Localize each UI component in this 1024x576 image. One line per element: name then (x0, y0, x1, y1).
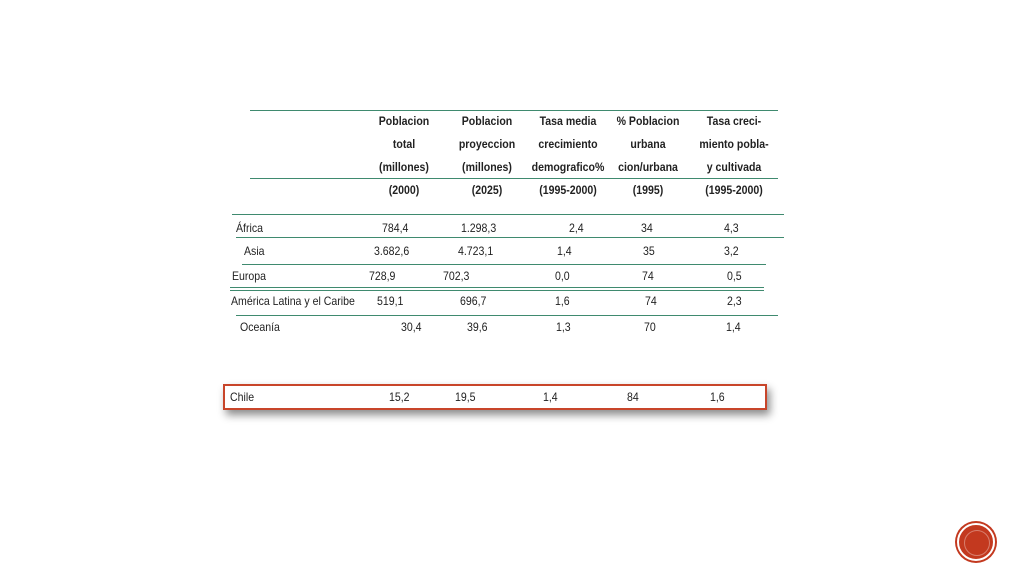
row-label-chile: Chile (230, 390, 255, 404)
table-cell: 1,3 (556, 320, 571, 334)
table-cell: 34 (641, 221, 653, 235)
col-header-line: (1995) (632, 183, 664, 197)
col-header-line: (millones) (379, 160, 429, 174)
table-cell: 74 (642, 269, 654, 283)
table-cell: 696,7 (460, 294, 487, 308)
col-header-line: crecimiento (538, 137, 598, 151)
table-cell: 2,4 (569, 221, 584, 235)
row-rule (236, 315, 778, 316)
header-bottom-rule (232, 214, 784, 215)
row-label-europa: Europa (232, 269, 267, 283)
table-cell: 519,1 (377, 294, 404, 308)
col-header-line: miento pobla- (699, 137, 769, 151)
table-cell: 15,2 (389, 390, 410, 404)
table-cell: 30,4 (401, 320, 422, 334)
table-cell: 4,3 (724, 221, 739, 235)
next-slide-button[interactable] (957, 523, 995, 561)
table-cell: 0,0 (555, 269, 570, 283)
table-cell: 1,4 (557, 244, 572, 258)
table-cell: 2,3 (727, 294, 742, 308)
col-header-poblacion-urbana (609, 110, 686, 202)
table-cell: 70 (644, 320, 656, 334)
table-cell: 1,4 (726, 320, 741, 334)
row-label-america-latina: América Latina y el Caribe (231, 294, 355, 308)
table-cell: 0,5 (727, 269, 742, 283)
row-rule (236, 237, 784, 238)
table-cell: 728,9 (369, 269, 396, 283)
row-label-asia: Asia (244, 244, 265, 258)
row-rule (242, 264, 766, 265)
col-header-poblacion-total (367, 110, 441, 202)
col-header-line: total (392, 137, 416, 151)
col-header-tasa-media (528, 110, 609, 202)
col-header-line: % Poblacion (616, 114, 680, 128)
row-rule (230, 290, 764, 291)
col-header-line: (2000) (388, 183, 420, 197)
table-cell: 702,3 (443, 269, 470, 283)
col-header-line: Poblacion (461, 114, 513, 128)
row-rule (230, 287, 764, 288)
table-cell: 3.682,6 (374, 244, 410, 258)
table-cell: 1,6 (555, 294, 570, 308)
col-header-line: cion/urbana (618, 160, 678, 174)
col-header-line: demografico% (531, 160, 605, 174)
col-header-line: Poblacion (378, 114, 430, 128)
table-cell: 3,2 (724, 244, 739, 258)
col-header-line: (1995-2000) (539, 183, 597, 197)
row-label-oceania: Oceanía (240, 320, 280, 334)
col-header-line: (2025) (471, 183, 503, 197)
next-slide-icon (964, 530, 990, 556)
col-header-line: proyeccion (458, 137, 516, 151)
col-header-line: (millones) (462, 160, 512, 174)
table-cell: 1,6 (710, 390, 725, 404)
col-header-line: urbana (630, 137, 666, 151)
col-header-line: Tasa creci- (706, 114, 762, 128)
table-cell: 84 (627, 390, 639, 404)
table-cell: 74 (645, 294, 657, 308)
table-cell: 4.723,1 (458, 244, 494, 258)
table-cell: 39,6 (467, 320, 488, 334)
table-cell: 1.298,3 (461, 221, 497, 235)
col-header-tasa-crecimiento (694, 110, 775, 202)
col-header-line: (1995-2000) (705, 183, 763, 197)
col-header-line: Tasa media (539, 114, 597, 128)
col-header-line: y cultivada (706, 160, 762, 174)
table-cell: 35 (643, 244, 655, 258)
table-cell: 1,4 (543, 390, 558, 404)
highlight-row-chile (223, 384, 767, 410)
table-cell: 784,4 (382, 221, 409, 235)
col-header-poblacion-proyeccion (450, 110, 524, 202)
row-label-africa: África (236, 221, 264, 235)
table-cell: 19,5 (455, 390, 476, 404)
